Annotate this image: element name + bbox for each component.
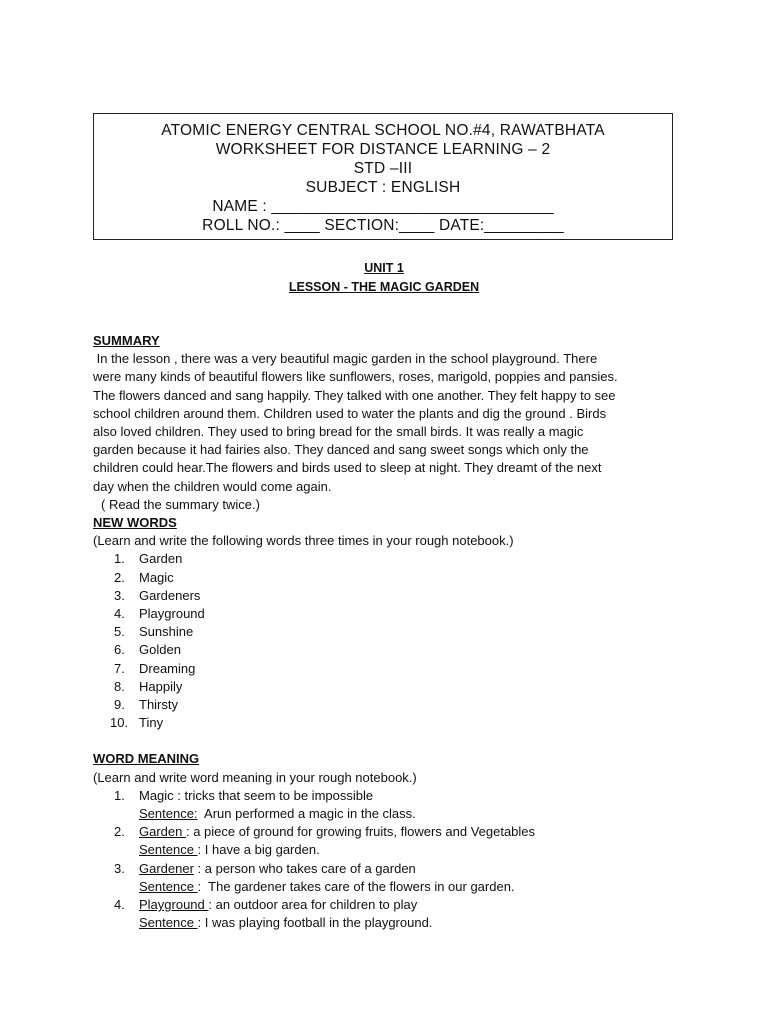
list-item: 3. Gardeners (114, 587, 201, 603)
summary-line: children could hear.The flowers and birds used to sleep at night. They dreamt of the next (93, 460, 602, 476)
worksheet-title: WORKSHEET FOR DISTANCE LEARNING – 2 (215, 141, 551, 158)
subject: SUBJECT : ENGLISH (305, 179, 461, 196)
list-item: 5. Sunshine (114, 624, 194, 640)
sentence-text: Arun performed a magic in the class. (197, 806, 416, 822)
word-meaning-heading: WORD MEANING (93, 751, 200, 767)
term: Garden (139, 824, 186, 840)
list-item: 9. Thirsty (114, 697, 178, 713)
sentence-label: Sentence (139, 915, 198, 931)
list-item: 1. Garden (114, 551, 183, 567)
sentence-line (93, 841, 693, 859)
summary-line: In the lesson , there was a very beautiful magic garden in the school playground. There (93, 351, 598, 367)
list-item: 10. Tiny (110, 715, 164, 731)
sentence-line (93, 914, 693, 932)
term: Magic (139, 787, 174, 803)
summary-line: The flowers danced and sang happily. They talked with one another. They felt happy to see (93, 387, 616, 403)
sentence-label: Sentence: (139, 806, 198, 822)
summary-note: ( Read the summary twice.) (101, 496, 260, 512)
term: Playground (139, 897, 209, 913)
meaning: : a piece of ground for growing fruits, flowers and Vegetables (185, 824, 536, 840)
list-item: 4. Playground (114, 606, 205, 622)
standard: STD –III (353, 160, 413, 177)
term: Gardener (139, 860, 194, 876)
sentence-label: Sentence (139, 878, 198, 894)
meaning: : an outdoor area for children to play (208, 897, 418, 913)
sentence-label: Sentence (139, 842, 198, 858)
list-item: 8. Happily (114, 678, 183, 694)
new-words-instruction: (Learn and write the following words three times in your rough notebook.) (93, 533, 514, 549)
list-item: 7. Dreaming (114, 660, 196, 676)
sentence-line (93, 878, 693, 896)
school-name: ATOMIC ENERGY CENTRAL SCHOOL NO.#4, RAWATBHATA (161, 122, 605, 139)
list-item: 6. Golden (114, 642, 181, 658)
summary-heading: SUMMARY (93, 333, 160, 348)
meaning: : a person who takes care of a garden (193, 860, 416, 876)
list-item: 1. Magic : tricks that seem to be impossible (114, 787, 374, 803)
summary-text (93, 350, 693, 496)
lesson-title: LESSON - THE MAGIC GARDEN (288, 280, 480, 294)
meaning: : tricks that seem to be impossible (173, 787, 374, 803)
summary-line: also loved children. They used to bring bread for the small birds. It was really a magic (93, 424, 584, 440)
name-line: NAME : ________________________________ (212, 198, 554, 215)
sentence-text: : I was playing football in the playground. (197, 915, 433, 931)
list-item: 2. Magic (114, 569, 174, 585)
list-item: 2. Garden : a piece of ground for growing fruits, flowers and Vegetables (114, 824, 536, 840)
summary-line: day when the children would come again. (93, 478, 332, 494)
unit-title: UNIT 1 (364, 261, 404, 275)
worksheet-content (93, 332, 693, 933)
new-words-heading: NEW WORDS (93, 515, 177, 531)
sentence-text: : I have a big garden. (197, 842, 320, 858)
sentence-text: : The gardener takes care of the flowers in our garden. (197, 878, 515, 894)
word-meaning-list (93, 787, 693, 933)
new-words-list (93, 550, 693, 732)
lesson-titles (0, 259, 768, 297)
roll-line: ROLL NO.: ____ SECTION:____ DATE:_________ (202, 217, 564, 234)
summary-line: school children around them. Children used to water the plants and dig the ground . Birds (93, 405, 607, 421)
list-item: 4. Playground : an outdoor area for children to play (114, 897, 418, 913)
word-meaning-instruction: (Learn and write word meaning in your rough notebook.) (93, 769, 417, 785)
summary-line: were many kinds of beautiful flowers like sunflowers, roses, marigold, poppies and pansies. (93, 369, 618, 385)
list-item: 3. Gardener : a person who takes care of a garden (114, 860, 416, 876)
summary-line: garden because it had fairies also. They danced and sang sweet songs which only the (93, 442, 589, 458)
header-box (93, 113, 673, 240)
sentence-line (93, 805, 693, 823)
